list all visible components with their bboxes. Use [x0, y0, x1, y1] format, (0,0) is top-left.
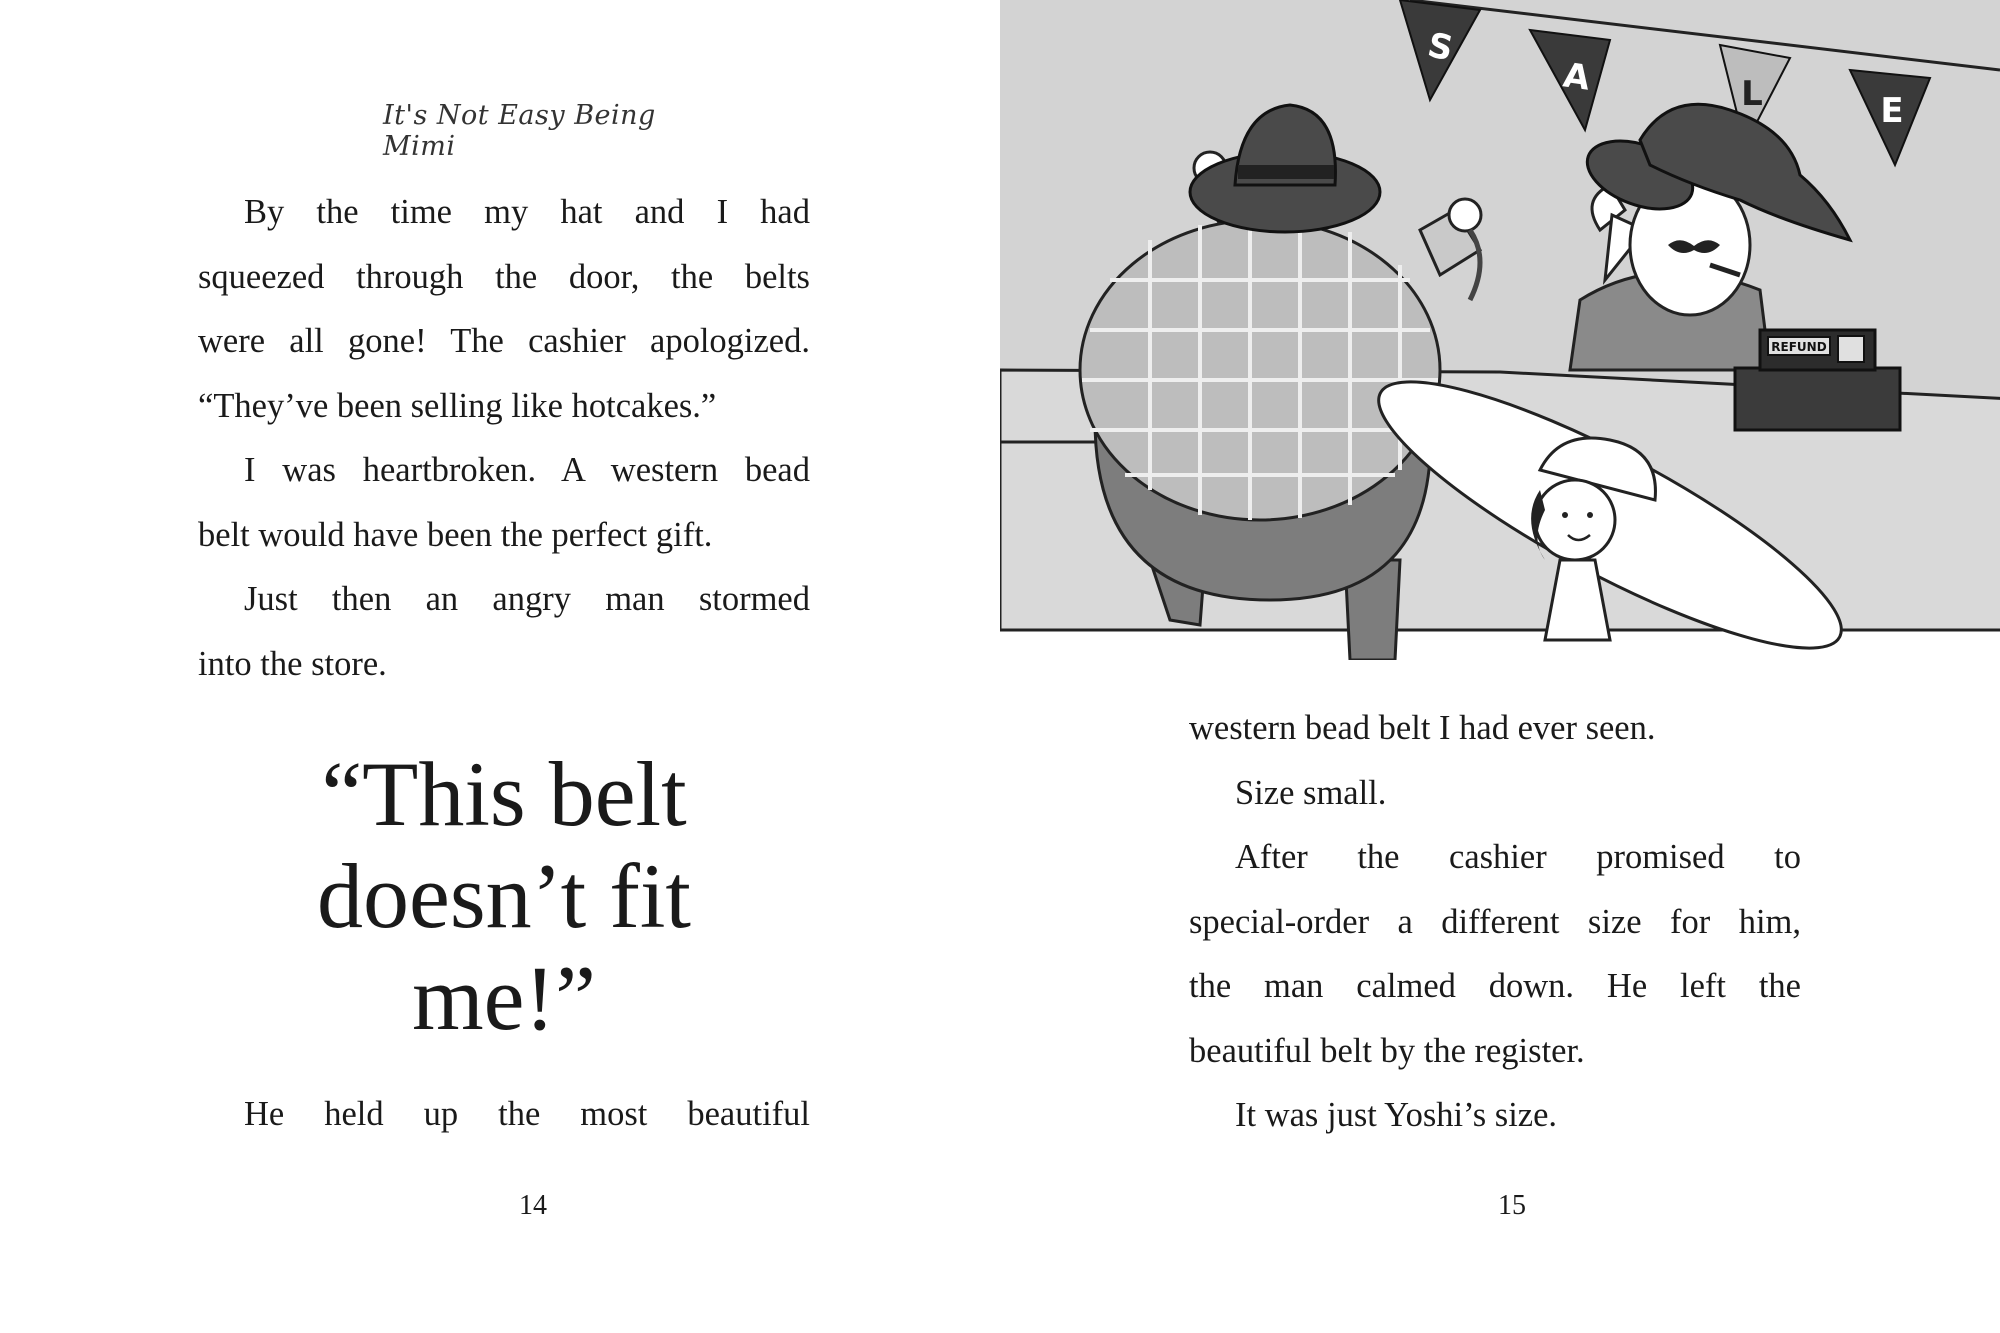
banner-letter: E [1880, 91, 1904, 131]
mimi-eye [1562, 512, 1568, 518]
pull-quote [198, 743, 810, 1049]
store-illustration [1000, 0, 2000, 660]
text-line: special-order a different size for him, [1189, 902, 1801, 941]
pull-quote-line: doesn’t fit [317, 845, 691, 947]
body-text-top [198, 180, 810, 696]
text-line: squeezed through the door, the belts [198, 257, 810, 296]
page-number: 14 [519, 1190, 547, 1221]
body-text-bottom [198, 1082, 810, 1147]
man-fist-right [1449, 199, 1481, 231]
right-page [1000, 0, 2000, 1333]
text-line: were all gone! The cashier apologized. [198, 322, 810, 360]
cash-register [1735, 330, 1900, 430]
text-line: western bead belt I had ever seen. [1189, 709, 1656, 747]
text-line: He held up the most beautiful [244, 1095, 810, 1133]
text-line: It was just Yoshi’s size. [1235, 1096, 1558, 1134]
mimi-face [1535, 480, 1615, 560]
banner-letter: A [1560, 55, 1593, 99]
refund-label: REFUND [1771, 340, 1827, 354]
pull-quote-line: “This belt [321, 743, 687, 845]
text-line: By the time my hat and I had [244, 193, 810, 231]
text-line: beautiful belt by the register. [1189, 1031, 1585, 1070]
register-key [1838, 336, 1864, 362]
text-line: into the store. [198, 644, 387, 683]
page-number: 15 [1498, 1190, 1526, 1221]
text-line: the man calmed down. He left the [1189, 967, 1801, 1005]
running-head: It's Not Easy Being Mimi [383, 100, 656, 162]
banner-letter: L [1741, 74, 1763, 114]
man-hat-band [1238, 165, 1334, 179]
pull-quote-line: me!” [412, 947, 596, 1049]
text-line: belt would have been the perfect gift. [198, 515, 713, 554]
banner-letter: S [1424, 25, 1457, 70]
text-line: I was heartbroken. A western bead [244, 451, 810, 489]
mimi-eye [1587, 512, 1593, 518]
body-text-right [1189, 696, 1801, 1148]
text-line: Size small. [1235, 773, 1387, 812]
register-body [1735, 368, 1900, 430]
text-line: After the cashier promised to [1235, 838, 1801, 876]
text-line: Just then an angry man stormed [244, 580, 810, 618]
text-line: “They’ve been selling like hotcakes.” [198, 386, 717, 425]
